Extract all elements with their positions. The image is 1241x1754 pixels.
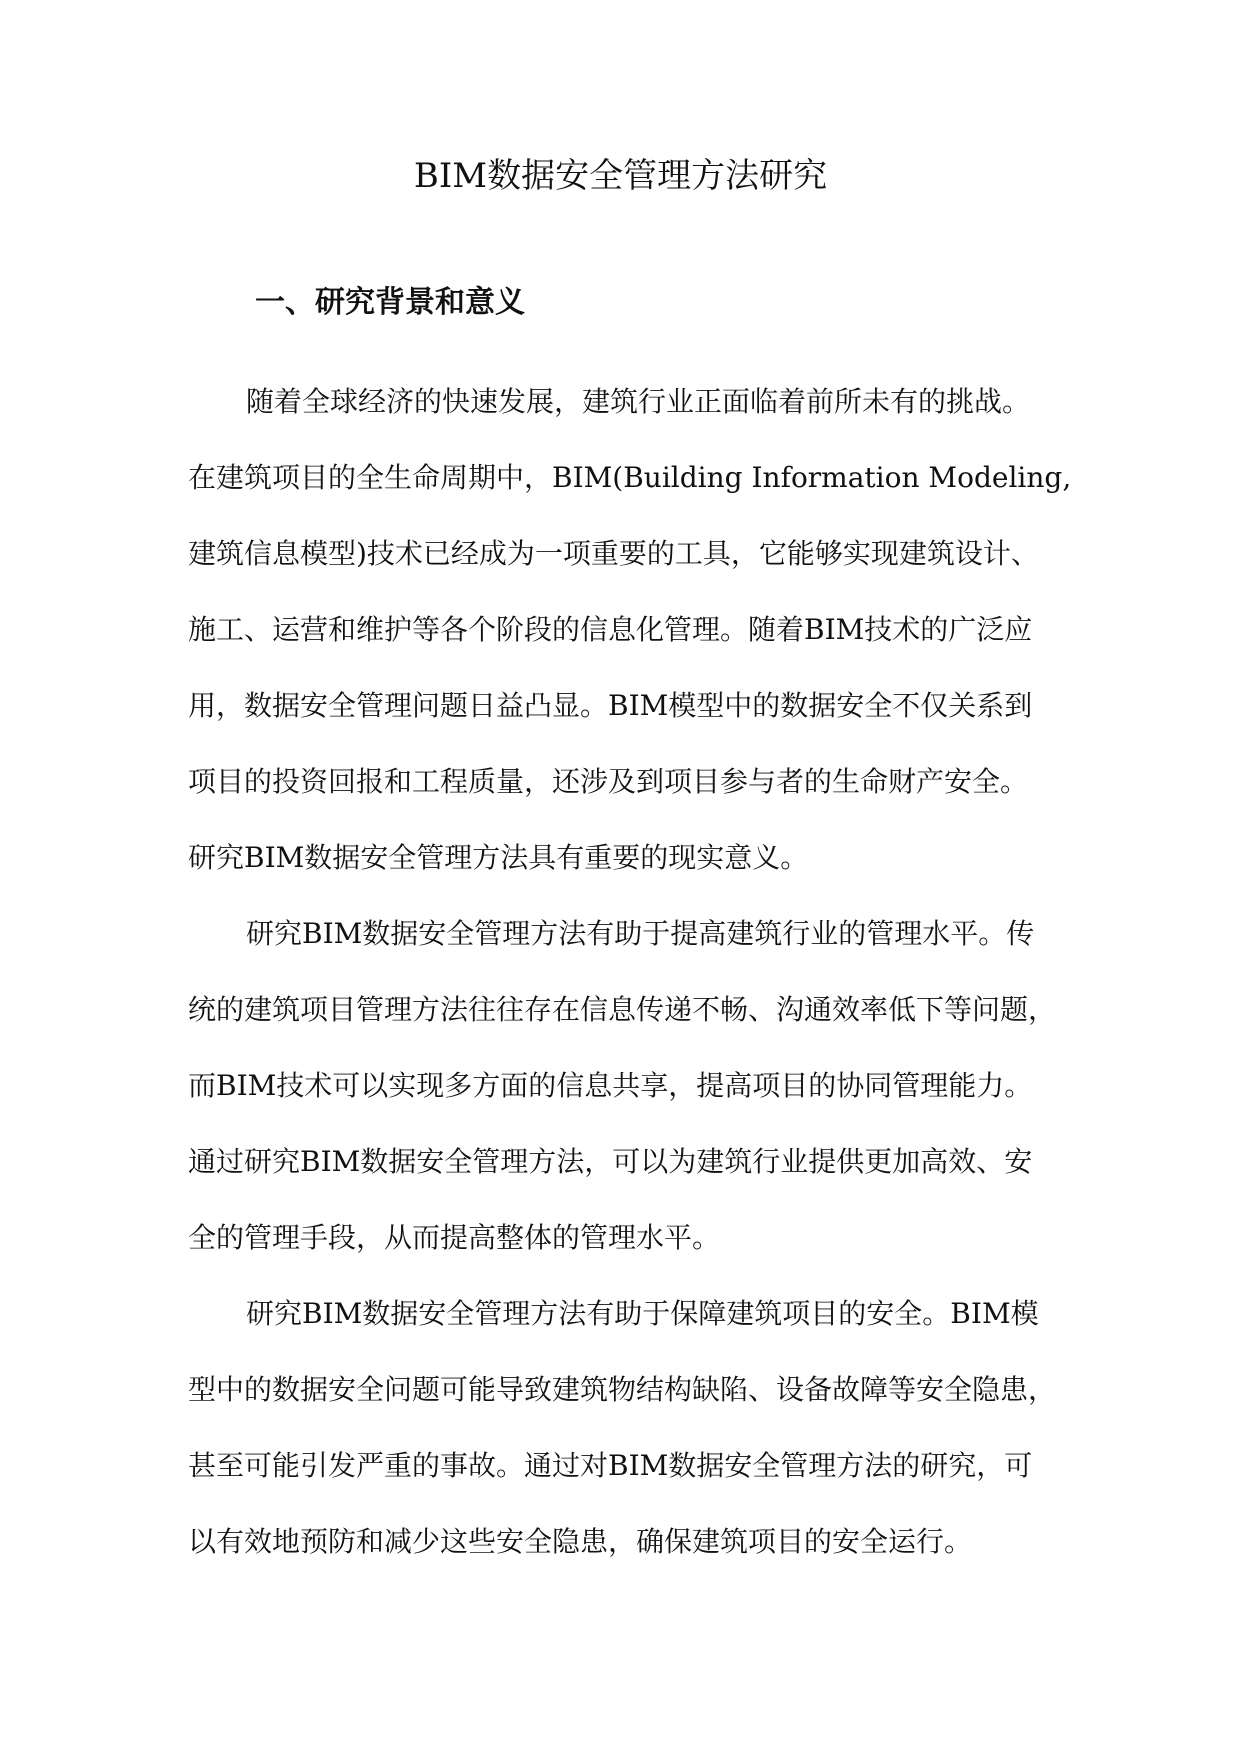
paragraph-line: 甚至可能引发严重的事故。通过对BIM数据安全管理方法的研究，可 [188, 1449, 1033, 1482]
document-title: BIM数据安全管理方法研究 [413, 156, 828, 196]
paragraph-line: 项目的投资回报和工程质量，还涉及到项目参与者的生命财产安全。 [188, 765, 1029, 798]
paragraph-line: 统的建筑项目管理方法往往存在信息传递不畅、沟通效率低下等问题， [188, 993, 1057, 1026]
paragraph-2 [188, 896, 1058, 1276]
document-body [188, 364, 1072, 1580]
paragraph-line: 而BIM技术可以实现多方面的信息共享，提高项目的协同管理能力。 [188, 1069, 1033, 1102]
paragraph-line: 在建筑项目的全生命周期中，BIM(Building Information Modeling, [188, 461, 1072, 494]
paragraph-line: 研究BIM数据安全管理方法有助于保障建筑项目的安全。BIM模 [246, 1297, 1039, 1330]
paragraph-line: 以有效地预防和减少这些安全隐患，确保建筑项目的安全运行。 [188, 1525, 973, 1558]
section-heading: 一、研究背景和意义 [255, 285, 525, 320]
paragraph-line: 研究BIM数据安全管理方法有助于提高建筑行业的管理水平。传 [246, 917, 1035, 950]
paragraph-line: 施工、运营和维护等各个阶段的信息化管理。随着BIM技术的广泛应 [188, 613, 1033, 646]
paragraph-line: 随着全球经济的快速发展，建筑行业正面临着前所未有的挑战。 [246, 385, 1031, 418]
paragraph-line: 全的管理手段，从而提高整体的管理水平。 [188, 1221, 721, 1254]
paragraph-line: 建筑信息模型)技术已经成为一项重要的工具，它能够实现建筑设计、 [188, 537, 1039, 570]
paragraph-line: 通过研究BIM数据安全管理方法，可以为建筑行业提供更加高效、安 [188, 1145, 1033, 1178]
paragraph-line: 研究BIM数据安全管理方法具有重要的现实意义。 [188, 841, 809, 874]
paragraph-3 [188, 1276, 1058, 1580]
paragraph-line: 型中的数据安全问题可能导致建筑物结构缺陷、设备故障等安全隐患， [188, 1373, 1057, 1406]
paragraph-1 [188, 364, 1072, 896]
paragraph-line: 用，数据安全管理问题日益凸显。BIM模型中的数据安全不仅关系到 [188, 689, 1033, 722]
